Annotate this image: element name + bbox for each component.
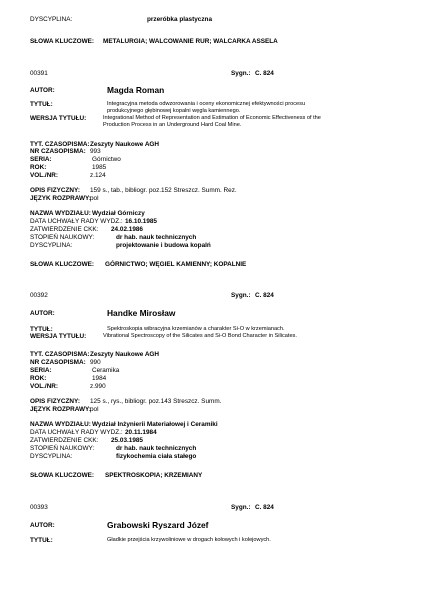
wersja-line: Production Process in an Underground Hard Coal Mine. [103,122,242,128]
vol-value: z.124 [90,172,106,179]
tytul-label: TYTUŁ: [30,537,53,544]
dyscyplina-value: fizykochemia ciała stałego [116,453,197,460]
data-uchwaly-value: 16.10.1985 [125,218,157,225]
nr-label: NR CZASOPISMA: [30,148,86,155]
stopien-label: STOPIEŃ NAUKOWY: [30,445,95,452]
nr-label: NR CZASOPISMA: [30,359,86,366]
record-id: 00393 [30,504,48,511]
czasopisma-value: Zeszyty Naukowe AGH [90,351,160,358]
dyscyplina-value: projektowanie i budowa kopalń [116,242,211,249]
sygn-label: Sygn.: [231,504,251,511]
tytul-line: Gładkie przejścia krzywoliniowe w drogach kołowych i kolejowych. [107,537,271,543]
header-dyscyplina-value: przeróbka plastyczna [147,16,212,23]
sygn-value: C. 824 [255,504,274,511]
zatwierdzenie-label: ZATWIERDZENIE CKK: [30,437,99,444]
sygn-value: C. 824 [255,70,274,77]
autor-label: AUTOR: [30,310,55,317]
wydzial-value: Wydział Górniczy [92,210,145,217]
jezyk-value: pol [90,195,99,202]
czasopisma-value: Zeszyty Naukowe AGH [90,141,160,148]
jezyk-label: JĘZYK ROZPRAWY: [30,406,91,413]
tytul-label: TYTUŁ: [30,326,53,333]
opis-value: 125 s., rys., bibliogr. poz.143 Streszcz. Summ. [90,398,222,405]
record-id: 00392 [30,292,48,299]
stopien-value: dr hab. nauk technicznych [116,445,197,452]
header-keywords-value: METALURGIA; WALCOWANIE RUR; WALCARKA ASSELA [103,38,278,45]
stopien-value: dr hab. nauk technicznych [116,234,197,241]
rok-label: ROK: [30,164,47,171]
vol-label: VOL./NR: [30,383,59,390]
sygn-value: C. 824 [255,292,274,299]
seria-label: SERIA: [30,156,52,163]
header-keywords-label: SŁOWA KLUCZOWE: [30,38,95,45]
stopien-label: STOPIEŃ NAUKOWY: [30,234,95,241]
vol-value: z.990 [90,383,106,390]
wersja-line: Vibrational Spectroscopy of the Silicates and Si-O Bond Character in Silicates. [103,333,297,339]
jezyk-value: pol [90,406,99,413]
autor-name: Handke Mirosław [107,308,176,318]
zatwierdzenie-value: 24.02.1986 [111,226,143,233]
czasopisma-label: TYT. CZASOPISMA: [30,141,90,148]
wersja-label: WERSJA TYTUŁU: [30,115,87,122]
data-uchwaly-label: DATA UCHWAŁY RADY WYDZ.: [30,429,123,436]
data-uchwaly-value: 20.11.1984 [125,429,157,436]
wydzial-value: Wydział Inżynierii Materiałowej i Ceramiki [92,421,218,428]
header-dyscyplina-label: DYSCYPLINA: [30,16,73,23]
tytul-label: TYTUŁ: [30,101,53,108]
keywords-label: SŁOWA KLUCZOWE: [30,261,95,268]
data-uchwaly-label: DATA UCHWAŁY RADY WYDZ.: [30,218,123,225]
wydzial-label: NAZWA WYDZIAŁU: [30,421,91,428]
opis-label: OPIS FIZYCZNY: [30,398,80,405]
dyscyplina-label: DYSCYPLINA: [30,242,73,249]
autor-label: AUTOR: [30,522,55,529]
jezyk-label: JĘZYK ROZPRAWY: [30,195,91,202]
seria-value: Górnictwo [92,156,121,163]
seria-value: Ceramika [92,367,120,374]
autor-name: Grabowski Ryszard Józef [107,520,209,530]
zatwierdzenie-label: ZATWIERDZENIE CKK: [30,226,99,233]
wersja-label: WERSJA TYTUŁU: [30,333,87,340]
rok-label: ROK: [30,375,47,382]
rok-value: 1985 [92,164,107,171]
keywords-value: GÓRNICTWO; WĘGIEL KAMIENNY; KOPALNIE [105,261,247,268]
zatwierdzenie-value: 25.03.1985 [111,437,143,444]
opis-label: OPIS FIZYCZNY: [30,187,80,194]
vol-label: VOL./NR: [30,172,59,179]
keywords-label: SŁOWA KLUCZOWE: [30,472,95,479]
rok-value: 1984 [92,375,107,382]
tytul-line: Integracyjna metoda odwzorowania i oceny ekonomicznej efektywności procesu [107,101,306,107]
sygn-label: Sygn.: [231,292,251,299]
tytul-line: produkcyjnego głębinowej kopalni węgla kamiennego. [107,108,241,114]
nr-value: 990 [90,359,101,366]
dyscyplina-label: DYSCYPLINA: [30,453,73,460]
opis-value: 159 s., tab., bibliogr. poz.152 Streszcz. Summ. Rez. [90,187,237,194]
wersja-line: Integrational Method of Representation and Estimation of Economic Effectiveness of the [103,115,321,121]
czasopisma-label: TYT. CZASOPISMA: [30,351,90,358]
seria-label: SERIA: [30,367,52,374]
tytul-line: Spektroskopia wibracyjna krzemianów a charakter Si-O w krzemianach. [107,326,285,332]
wydzial-label: NAZWA WYDZIAŁU: [30,210,91,217]
nr-value: 993 [90,148,101,155]
sygn-label: Sygn.: [231,70,251,77]
record-id: 00391 [30,70,48,77]
keywords-value: SPEKTROSKOPIA; KRZEMIANY [105,472,203,479]
autor-label: AUTOR: [30,87,55,94]
autor-name: Magda Roman [107,85,165,95]
